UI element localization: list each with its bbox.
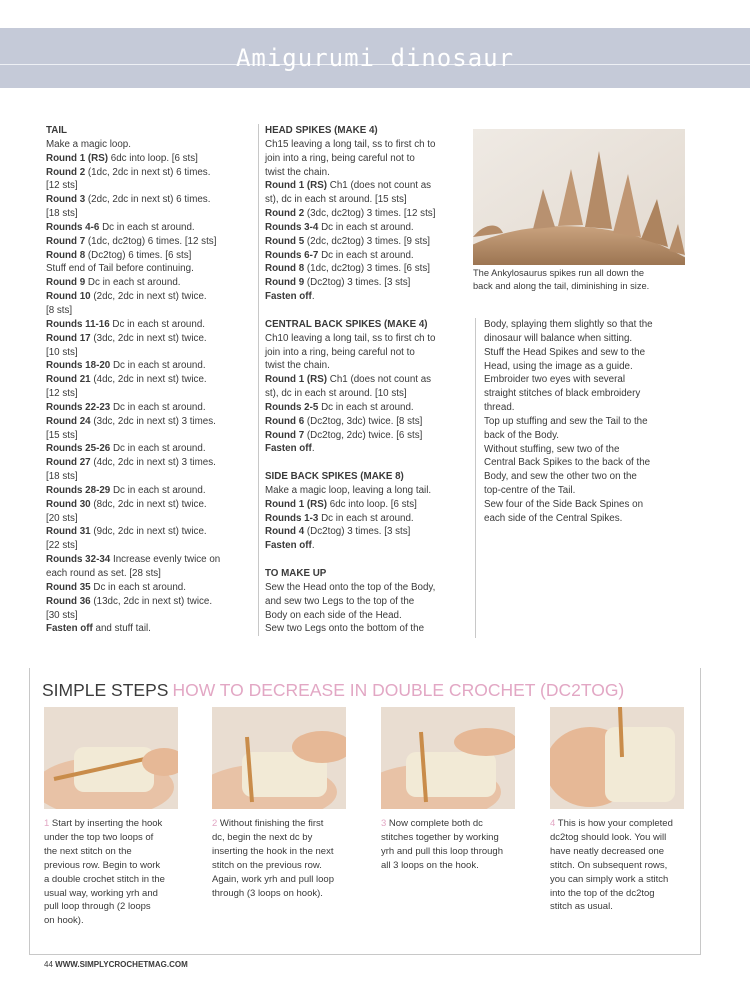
pattern-line <box>46 581 251 595</box>
instruction-text: (Dc2tog, 3dc) twice. [8 sts] <box>304 415 423 427</box>
step-line <box>212 831 354 845</box>
step-line <box>44 859 186 873</box>
pattern-line <box>484 484 684 498</box>
round-label: Fasten off <box>265 443 312 455</box>
instruction-text: [18 sts] <box>46 471 78 483</box>
instruction-text: (2dc, 2dc in next st) 6 times. <box>85 194 211 206</box>
instruction-text: Dc in each st around. <box>318 512 414 524</box>
instruction-text: Sew the Head onto the top of the Body, <box>265 581 436 593</box>
step-text-span: under the top two loops of <box>44 831 154 843</box>
step-line <box>44 845 186 859</box>
instruction-text: (1dc, dc2tog) 6 times. [12 sts] <box>85 235 217 247</box>
instruction-text: Dc in each st around. <box>109 318 206 330</box>
round-label: Round 8 <box>46 249 86 261</box>
pattern-line <box>484 456 684 470</box>
pattern-line <box>46 525 251 539</box>
instruction-text: (3dc, 2dc in next st) 3 times. <box>90 415 216 427</box>
instruction-text: (Dc2tog, 2dc) twice. [6 sts] <box>304 429 423 441</box>
step-4-text <box>550 817 692 914</box>
instruction-text: [12 sts] <box>46 180 78 192</box>
round-label: Rounds 2-5 <box>265 401 319 413</box>
pattern-line <box>265 290 465 304</box>
round-label: Rounds 18-20 <box>46 360 111 372</box>
pattern-line <box>265 235 465 249</box>
step-text-span: stitch. On subsequent rows, <box>550 859 668 871</box>
step-text-span: a double crochet stitch in the <box>44 873 165 885</box>
instruction-text: Body on each side of the Head. <box>265 609 402 621</box>
step-1-text <box>44 817 186 928</box>
instruction-text: (9dc, 2dc in next st) twice. <box>90 526 207 538</box>
instruction-text: Dc in each st around. <box>110 360 206 372</box>
step-line <box>550 845 692 859</box>
pattern-line <box>46 539 251 553</box>
step-text-span: This is how your completed <box>555 818 673 829</box>
pattern-line <box>265 152 465 166</box>
pattern-column-2 <box>265 124 465 636</box>
pattern-line <box>265 249 465 263</box>
pattern-line <box>265 276 465 290</box>
pattern-line <box>265 193 465 207</box>
instruction-text: (13dc, 2dc in next st) twice. <box>90 595 213 607</box>
pattern-line <box>265 166 465 180</box>
step-text-span: pull loop through (2 loops <box>44 901 151 913</box>
instruction-text: Body, splaying them slightly so that the <box>484 319 653 330</box>
pattern-line <box>265 512 465 526</box>
instruction-text: Sew four of the Side Back Spines on <box>484 498 644 510</box>
instruction-text: (Dc2tog) 3 times. [3 sts] <box>304 526 411 538</box>
round-label: Rounds 4-6 <box>46 221 100 233</box>
pattern-line <box>484 346 684 360</box>
pattern-line <box>265 262 465 276</box>
pattern-line <box>46 262 251 276</box>
round-label: Rounds 1-3 <box>265 512 319 524</box>
pattern-line <box>265 415 465 429</box>
step-number: 3 <box>381 818 387 829</box>
step-line <box>212 817 354 831</box>
step-line <box>550 817 692 831</box>
step-number: 1 <box>44 818 50 829</box>
spacer <box>265 456 465 470</box>
step-line <box>550 900 692 914</box>
step-line <box>381 817 523 831</box>
pattern-line <box>46 304 251 318</box>
instruction-text: Ch1 (does not count as <box>327 374 432 386</box>
section-heading: SIDE BACK SPIKES (MAKE 8) <box>265 471 404 483</box>
round-label: Round 2 <box>46 166 86 178</box>
instruction-text: . <box>311 540 315 552</box>
pattern-line <box>46 359 251 373</box>
round-label: Round 24 <box>46 415 91 427</box>
instruction-text: Dc in each st around. <box>85 277 181 289</box>
pattern-line <box>265 429 465 443</box>
pattern-line <box>484 512 684 526</box>
pattern-line <box>46 152 251 166</box>
pattern-line <box>46 318 251 332</box>
spacer <box>265 553 465 567</box>
pattern-column-3 <box>484 318 684 526</box>
instruction-text: Top up stuffing and sew the Tail to the <box>484 415 648 427</box>
instruction-text: Increase evenly twice on <box>110 554 221 566</box>
round-label: Fasten off <box>265 540 312 552</box>
caption-line: back and along the tail, diminishing in size. <box>473 280 650 291</box>
step-line <box>381 845 523 859</box>
step-text-span: on hook). <box>44 915 84 927</box>
instruction-text: and stuff tail. <box>92 623 151 635</box>
step-2-text <box>212 817 354 900</box>
round-label: Round 7 <box>46 235 86 247</box>
step-line <box>550 887 692 901</box>
step-line <box>381 831 523 845</box>
pattern-line <box>46 622 251 636</box>
instruction-text: [10 sts] <box>46 346 78 358</box>
instruction-text: Dc in each st around. <box>110 443 206 455</box>
pattern-line <box>46 166 251 180</box>
instruction-text: Stuff the Head Spikes and sew to the <box>484 346 646 358</box>
round-label: Round 3 <box>46 194 86 206</box>
step-text-span: stitches together by working <box>381 831 499 843</box>
instruction-text: . <box>311 443 315 455</box>
pattern-line <box>265 498 465 512</box>
pattern-line <box>46 235 251 249</box>
step-4-photo <box>550 707 684 809</box>
instruction-text: . <box>311 291 315 303</box>
pattern-line <box>46 484 251 498</box>
round-label: Round 31 <box>46 526 91 538</box>
step-line <box>44 887 186 901</box>
pattern-line <box>265 179 465 193</box>
instruction-text: twist the chain. <box>265 166 330 178</box>
instruction-text: Sew two Legs onto the bottom of the <box>265 623 425 635</box>
step-line <box>212 859 354 873</box>
pattern-line <box>265 622 465 636</box>
instruction-text: [20 sts] <box>46 512 78 524</box>
step-text-span: into the top of the dc2tog <box>550 887 655 899</box>
pattern-line <box>484 401 684 415</box>
step-3-photo <box>381 707 515 809</box>
step-text-span: usual way, working yrh and <box>44 887 158 899</box>
instruction-text: Dc in each st around. <box>318 249 414 261</box>
pattern-line <box>46 429 251 443</box>
pattern-line <box>46 415 251 429</box>
round-label: Round 4 <box>265 526 305 538</box>
instruction-text: twist the chain. <box>265 360 330 372</box>
pattern-column-1 <box>46 124 251 636</box>
step-line <box>44 873 186 887</box>
section-heading: TAIL <box>46 125 68 136</box>
step-text-span: Now complete both dc <box>386 818 483 829</box>
step-text-span: through (3 loops on hook). <box>212 887 323 899</box>
simple-steps-heading <box>42 680 624 701</box>
instruction-text: (4dc, 2dc in next st) twice. <box>90 374 207 386</box>
step-line <box>44 914 186 928</box>
round-label: Rounds 22-23 <box>46 401 111 413</box>
pattern-line <box>46 595 251 609</box>
pattern-line <box>265 221 465 235</box>
page-footer <box>44 960 188 969</box>
pattern-line <box>46 470 251 484</box>
step-line <box>44 831 186 845</box>
round-label: Round 2 <box>265 208 305 220</box>
steps-title: SIMPLE STEPS <box>42 680 169 700</box>
step-line <box>381 859 523 873</box>
round-label: Round 27 <box>46 457 91 469</box>
pattern-line <box>265 595 465 609</box>
instruction-text: Dc in each st around. <box>318 401 414 413</box>
step-text-span: stitch as usual. <box>550 901 613 913</box>
pattern-line <box>265 373 465 387</box>
section-heading: TO MAKE UP <box>265 568 327 579</box>
round-label: Round 35 <box>46 581 91 593</box>
instruction-text: Dc in each st around. <box>318 221 414 233</box>
round-label: Round 7 <box>265 429 305 441</box>
instruction-text: Ch10 leaving a long tail, ss to first ch to <box>265 332 436 344</box>
instruction-text: Dc in each st around. <box>110 401 206 413</box>
pattern-line <box>484 332 684 346</box>
round-label: Rounds 32-34 <box>46 554 111 566</box>
round-label: Round 8 <box>265 263 305 275</box>
column-divider <box>258 124 259 636</box>
pattern-line <box>265 207 465 221</box>
pattern-line <box>46 498 251 512</box>
instruction-text: (2dc, dc2tog) 3 times. [9 sts] <box>304 235 430 247</box>
spacer <box>265 304 465 318</box>
pattern-line <box>484 415 684 429</box>
pattern-line <box>46 401 251 415</box>
step-text-span: Start by inserting the hook <box>49 818 163 829</box>
instruction-text: join into a ring, being careful not to <box>265 346 415 358</box>
round-label: Fasten off <box>46 623 93 635</box>
page-number: 44 <box>44 960 53 969</box>
instruction-text: (1dc, dc2tog) 3 times. [6 sts] <box>304 263 430 275</box>
pattern-line <box>484 498 684 512</box>
round-label: Round 21 <box>46 374 91 386</box>
instruction-text: Embroider two eyes with several <box>484 374 626 386</box>
step-line <box>212 887 354 901</box>
pattern-line <box>46 553 251 567</box>
instruction-text: (4dc, 2dc in next st) 3 times. <box>90 457 216 469</box>
instruction-text: Dc in each st around. <box>99 221 195 233</box>
instruction-text: back of the Body. <box>484 429 559 441</box>
section-heading: CENTRAL BACK SPIKES (MAKE 4) <box>265 318 428 330</box>
instruction-text: dinosaur will balance when sitting. <box>484 332 633 344</box>
step-text-span: Without finishing the first <box>217 818 324 829</box>
pattern-line <box>46 373 251 387</box>
step-number: 2 <box>212 818 218 829</box>
site-url[interactable]: WWW.SIMPLYCROCHETMAG.COM <box>55 960 188 969</box>
step-text-span: have neatly decreased one <box>550 845 665 857</box>
instruction-text: Stuff end of Tail before continuing. <box>46 263 194 275</box>
pattern-line <box>265 525 465 539</box>
instruction-text: Dc in each st around. <box>110 484 206 496</box>
round-label: Round 30 <box>46 498 91 510</box>
step-line <box>550 859 692 873</box>
instruction-text: each round as set. [28 sts] <box>46 568 161 579</box>
instruction-text: (8dc, 2dc in next st) twice. <box>90 498 207 510</box>
dinosaur-photo <box>473 129 685 265</box>
pattern-line <box>46 207 251 221</box>
pattern-line <box>265 359 465 373</box>
step-line <box>212 845 354 859</box>
round-label: Round 1 (RS) <box>265 374 328 386</box>
round-label: Rounds 3-4 <box>265 221 319 233</box>
instruction-text: (Dc2tog) 6 times. [6 sts] <box>85 249 192 261</box>
pattern-line <box>484 318 684 332</box>
column-divider <box>475 318 476 638</box>
pattern-line <box>46 442 251 456</box>
round-label: Round 17 <box>46 332 91 344</box>
instruction-text: 6dc into loop. [6 sts] <box>108 152 198 164</box>
pattern-line <box>46 567 251 581</box>
instruction-text: Body, and sew the other two on the <box>484 471 637 483</box>
step-text-span: you can simply work a stitch <box>550 873 669 885</box>
photo-caption <box>473 267 693 292</box>
pattern-line <box>46 179 251 193</box>
pattern-line <box>484 373 684 387</box>
pattern-line <box>484 443 684 457</box>
pattern-line <box>46 276 251 290</box>
instruction-text: Make a magic loop. <box>46 138 131 150</box>
round-label: Rounds 11-16 <box>46 318 110 330</box>
section-heading: HEAD SPIKES (MAKE 4) <box>265 125 378 136</box>
pattern-line <box>265 401 465 415</box>
instruction-text: straight stitches of black embroidery <box>484 388 641 400</box>
step-text-span: Again, work yrh and pull loop <box>212 873 334 885</box>
step-text-span: stitch on the previous row. <box>212 859 322 871</box>
step-line <box>212 873 354 887</box>
round-label: Round 10 <box>46 291 91 303</box>
step-2-photo <box>212 707 346 809</box>
pattern-line <box>265 484 465 498</box>
round-label: Round 6 <box>265 415 305 427</box>
step-line <box>44 900 186 914</box>
pattern-line <box>46 221 251 235</box>
pattern-line <box>46 387 251 401</box>
instruction-text: Ch1 (does not count as <box>327 180 432 192</box>
instruction-text: [18 sts] <box>46 208 78 220</box>
instruction-text: and sew two Legs to the top of the <box>265 595 415 607</box>
instruction-text: Head, using the image as a guide. <box>484 360 633 372</box>
pattern-line <box>265 609 465 623</box>
instruction-text: (3dc, dc2tog) 3 times. [12 sts] <box>304 208 436 220</box>
step-line <box>550 873 692 887</box>
pattern-line <box>265 138 465 152</box>
instruction-text: (Dc2tog) 3 times. [3 sts] <box>304 277 411 289</box>
caption-line: The Ankylosaurus spikes run all down the <box>473 268 645 278</box>
round-label: Round 9 <box>46 277 86 289</box>
step-line <box>550 831 692 845</box>
step-text-span: previous row. Begin to work <box>44 859 161 871</box>
pattern-line <box>46 193 251 207</box>
step-3-text <box>381 817 523 873</box>
round-label: Round 1 (RS) <box>46 152 109 164</box>
instruction-text: top-centre of the Tail. <box>484 485 576 497</box>
instruction-text: thread. <box>484 402 515 414</box>
pattern-line <box>46 456 251 470</box>
pattern-line <box>46 512 251 526</box>
pattern-line <box>46 138 251 152</box>
round-label: Rounds 6-7 <box>265 249 319 261</box>
step-line <box>44 817 186 831</box>
instruction-text: join into a ring, being careful not to <box>265 152 415 164</box>
round-label: Rounds 25-26 <box>46 443 111 455</box>
instruction-text: Dc in each st around. <box>90 581 186 593</box>
pattern-line <box>484 387 684 401</box>
instruction-text: Central Back Spikes to the back of the <box>484 457 651 469</box>
instruction-text: st), dc in each st around. [10 sts] <box>265 388 407 400</box>
pattern-line <box>265 387 465 401</box>
instruction-text: [15 sts] <box>46 429 78 441</box>
pattern-line <box>265 581 465 595</box>
instruction-text: Without stuffing, sew two of the <box>484 443 620 455</box>
round-label: Round 1 (RS) <box>265 498 328 510</box>
pattern-line <box>46 290 251 304</box>
instruction-text: (1dc, 2dc in next st) 6 times. <box>85 166 211 178</box>
pattern-line <box>265 539 465 553</box>
pattern-line <box>265 346 465 360</box>
instruction-text: (2dc, 2dc in next st) twice. <box>90 291 207 303</box>
pattern-line <box>484 429 684 443</box>
step-text-span: inserting the hook in the next <box>212 845 334 857</box>
step-text-span: dc, begin the next dc by <box>212 831 313 843</box>
step-1-photo <box>44 707 178 809</box>
round-label: Round 5 <box>265 235 305 247</box>
instruction-text: (3dc, 2dc in next st) twice. <box>90 332 207 344</box>
pattern-line <box>484 470 684 484</box>
round-label: Round 1 (RS) <box>265 180 328 192</box>
pattern-line <box>46 609 251 623</box>
step-text-span: all 3 loops on the hook. <box>381 859 479 871</box>
instruction-text: 6dc into loop. [6 sts] <box>327 498 417 510</box>
instruction-text: st), dc in each st around. [15 sts] <box>265 194 407 206</box>
instruction-text: [8 sts] <box>46 304 73 316</box>
pattern-line <box>46 346 251 360</box>
instruction-text: each side of the Central Spikes. <box>484 512 623 524</box>
instruction-text: Make a magic loop, leaving a long tail. <box>265 484 432 496</box>
instruction-text: [30 sts] <box>46 609 78 621</box>
pattern-line <box>46 332 251 346</box>
pattern-line <box>46 249 251 263</box>
pattern-line <box>265 442 465 456</box>
pattern-line <box>484 360 684 374</box>
round-label: Fasten off <box>265 291 312 303</box>
instruction-text: [12 sts] <box>46 388 78 400</box>
steps-subtitle: HOW TO DECREASE IN DOUBLE CROCHET (DC2TOG) <box>172 680 625 700</box>
instruction-text: Ch15 leaving a long tail, ss to first ch to <box>265 138 436 150</box>
instruction-text: [22 sts] <box>46 540 78 552</box>
step-text-span: the next stitch on the <box>44 845 132 857</box>
round-label: Round 9 <box>265 277 305 289</box>
pattern-line <box>265 332 465 346</box>
step-text-span: yrh and pull this loop through <box>381 845 503 857</box>
round-label: Round 36 <box>46 595 91 607</box>
page-title: Amigurumi dinosaur <box>235 44 515 72</box>
round-label: Rounds 28-29 <box>46 484 111 496</box>
step-text-span: dc2tog should look. You will <box>550 831 667 843</box>
step-number: 4 <box>550 818 556 829</box>
